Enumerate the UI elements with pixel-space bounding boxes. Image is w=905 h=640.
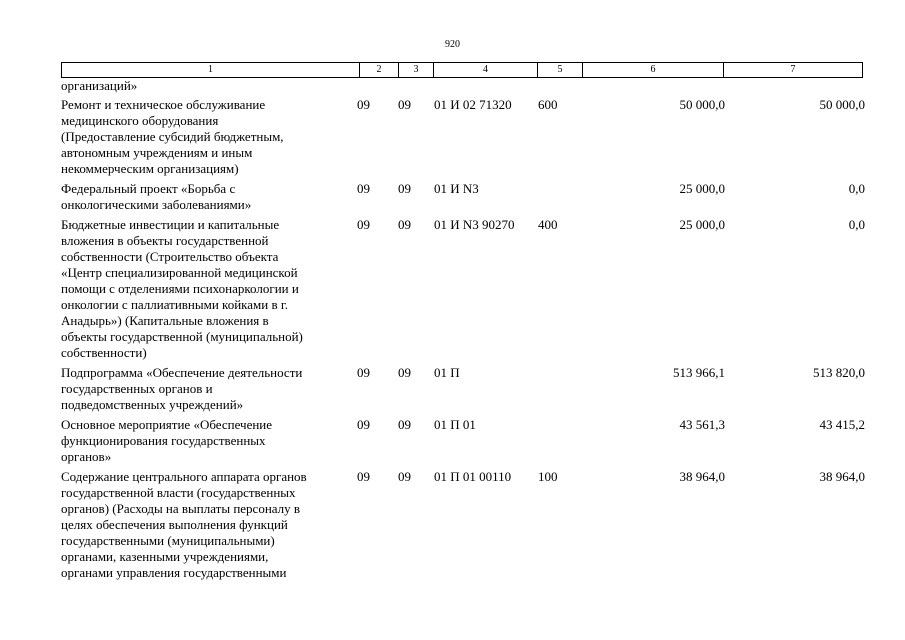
row-name-line: Анадырь») (Капитальные вложения в bbox=[61, 313, 269, 328]
table-row bbox=[61, 365, 865, 417]
row-name-cell bbox=[61, 78, 357, 97]
column-header-7: 7 bbox=[724, 63, 863, 78]
row-section-cell: 09 bbox=[357, 365, 370, 380]
row-expense-type-cell bbox=[538, 181, 584, 217]
table-row bbox=[61, 469, 865, 585]
column-header-row bbox=[62, 63, 863, 78]
row-subsection-cell: 09 bbox=[398, 469, 411, 484]
row-subsection-cell: 09 bbox=[398, 97, 411, 112]
table-row bbox=[61, 217, 865, 365]
row-amount-1-cell bbox=[584, 78, 725, 97]
row-target-article-cell bbox=[434, 78, 538, 97]
row-name-line: «Центр специализированной медицинской bbox=[61, 265, 298, 280]
row-section-cell: 09 bbox=[357, 417, 370, 432]
row-subsection-cell bbox=[398, 78, 434, 97]
row-expense-type-cell bbox=[538, 365, 584, 417]
row-name-line: собственности (Строительство объекта bbox=[61, 249, 279, 264]
row-target-article-cell: 01 П bbox=[434, 365, 460, 380]
row-name-line: объекты государственной (муниципальной) bbox=[61, 329, 303, 344]
row-expense-type-cell: 400 bbox=[538, 217, 558, 232]
row-amount-2-cell bbox=[725, 78, 865, 97]
row-amount-1-cell: 513 966,1 bbox=[673, 365, 725, 380]
row-target-article-cell: 01 И N3 90270 bbox=[434, 217, 515, 232]
row-name-line: Основное мероприятие «Обеспечение bbox=[61, 417, 273, 432]
row-target-article-cell: 01 П 01 00110 bbox=[434, 469, 512, 484]
row-name-line: государственной власти (государственных bbox=[61, 485, 296, 500]
row-name-cell bbox=[61, 365, 357, 417]
row-target-article-cell: 01 И N3 bbox=[434, 181, 479, 196]
row-name-line: органами управления государственными bbox=[61, 565, 287, 580]
row-name-line: организаций» bbox=[61, 78, 138, 93]
row-amount-2-cell: 50 000,0 bbox=[819, 97, 865, 112]
row-name-line: Ремонт и техническое обслуживание bbox=[61, 97, 266, 112]
row-amount-2-cell: 0,0 bbox=[848, 217, 865, 232]
table-row bbox=[61, 97, 865, 181]
row-name-cell bbox=[61, 181, 357, 217]
row-target-article-cell: 01 И 02 71320 bbox=[434, 97, 512, 112]
row-subsection-cell: 09 bbox=[398, 417, 411, 432]
row-name-line: Подпрограмма «Обеспечение деятельности bbox=[61, 365, 303, 380]
row-name-cell bbox=[61, 97, 357, 181]
row-name-line: автономным учреждениям и иным bbox=[61, 145, 253, 160]
row-amount-1-cell: 38 964,0 bbox=[679, 469, 725, 484]
row-section-cell bbox=[357, 78, 398, 97]
table-row bbox=[61, 417, 865, 469]
row-name-line: органами, казенными учреждениями, bbox=[61, 549, 269, 564]
row-expense-type-cell bbox=[538, 78, 584, 97]
row-expense-type-cell: 100 bbox=[538, 469, 558, 484]
budget-table-body bbox=[61, 78, 865, 585]
column-header-table bbox=[61, 62, 863, 78]
row-name-line: собственности) bbox=[61, 345, 147, 360]
column-header-4: 4 bbox=[434, 63, 538, 78]
row-name-line: онкологии с паллиативными койками в г. bbox=[61, 297, 288, 312]
row-name-cell bbox=[61, 417, 357, 469]
row-name-line: (Предоставление субсидий бюджетным, bbox=[61, 129, 284, 144]
row-name-cell bbox=[61, 469, 357, 585]
row-section-cell: 09 bbox=[357, 181, 370, 196]
row-amount-1-cell: 50 000,0 bbox=[679, 97, 725, 112]
row-target-article-cell: 01 П 01 bbox=[434, 417, 476, 432]
column-header-5: 5 bbox=[538, 63, 583, 78]
row-name-line: помощи с отделениями психонаркологии и bbox=[61, 281, 299, 296]
row-name-line: Бюджетные инвестиции и капитальные bbox=[61, 217, 280, 232]
row-name-line: органов) (Расходы на выплаты персоналу в bbox=[61, 501, 301, 516]
row-name-line: государственными (муниципальными) bbox=[61, 533, 275, 548]
row-name-line: Содержание центрального аппарата органов bbox=[61, 469, 307, 484]
row-name-line: функционирования государственных bbox=[61, 433, 266, 448]
row-name-line: Федеральный проект «Борьба с bbox=[61, 181, 236, 196]
row-name-cell bbox=[61, 217, 357, 365]
column-header-1: 1 bbox=[62, 63, 360, 78]
row-expense-type-cell: 600 bbox=[538, 97, 558, 112]
row-section-cell: 09 bbox=[357, 469, 370, 484]
row-amount-2-cell: 43 415,2 bbox=[819, 417, 865, 432]
row-name-line: некоммерческим организациям) bbox=[61, 161, 239, 176]
row-expense-type-cell bbox=[538, 417, 584, 469]
row-section-cell: 09 bbox=[357, 217, 370, 232]
row-name-line: вложения в объекты государственной bbox=[61, 233, 269, 248]
row-amount-1-cell: 25 000,0 bbox=[679, 217, 725, 232]
row-subsection-cell: 09 bbox=[398, 181, 411, 196]
row-subsection-cell: 09 bbox=[398, 217, 411, 232]
page-number: 920 bbox=[445, 39, 460, 50]
column-header-3: 3 bbox=[399, 63, 434, 78]
row-section-cell: 09 bbox=[357, 97, 370, 112]
row-name-line: целях обеспечения выполнения функций bbox=[61, 517, 288, 532]
table-row bbox=[61, 78, 865, 97]
column-header-6: 6 bbox=[583, 63, 724, 78]
row-amount-2-cell: 38 964,0 bbox=[819, 469, 865, 484]
row-amount-1-cell: 43 561,3 bbox=[679, 417, 725, 432]
row-name-line: подведомственных учреждений» bbox=[61, 397, 244, 412]
row-name-line: государственных органов и bbox=[61, 381, 213, 396]
row-amount-2-cell: 513 820,0 bbox=[813, 365, 865, 380]
column-header-2: 2 bbox=[360, 63, 399, 78]
row-name-line: органов» bbox=[61, 449, 112, 464]
row-amount-1-cell: 25 000,0 bbox=[679, 181, 725, 196]
row-subsection-cell: 09 bbox=[398, 365, 411, 380]
row-name-line: онкологическими заболеваниями» bbox=[61, 197, 252, 212]
row-name-line: медицинского оборудования bbox=[61, 113, 219, 128]
row-amount-2-cell: 0,0 bbox=[848, 181, 865, 196]
table-row bbox=[61, 181, 865, 217]
